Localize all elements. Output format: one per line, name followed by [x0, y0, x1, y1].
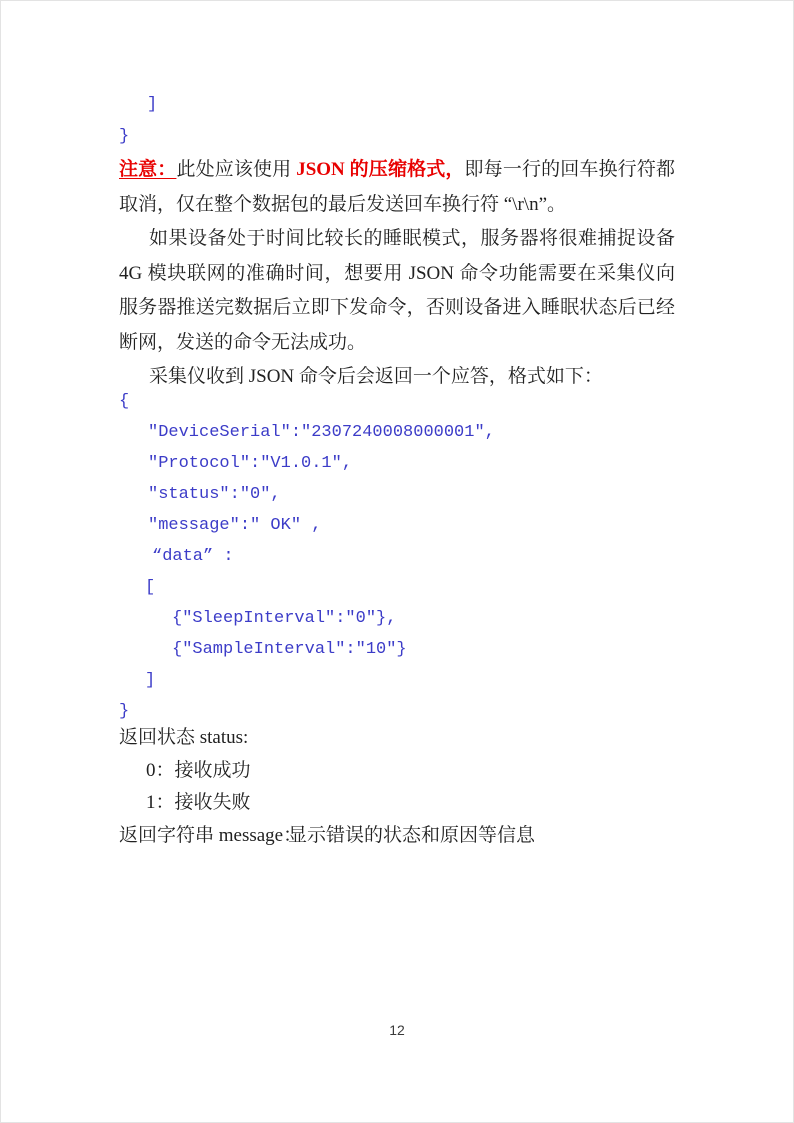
- note-label: 注意：: [119, 159, 177, 180]
- status-heading: 返回状态 status:: [119, 726, 249, 748]
- body-paragraph: 如果设备处于时间比较长的睡眠模式，服务器将很难捕捉设备 4G 模块联网的准确时间，想要用 JSON 命令功能需要在采集仪向服务器推送完数据后立即下发命令，否则设备进入睡眠状态后已经断网，发送的命令无法成功。: [119, 228, 675, 353]
- page-content: [1, 1, 793, 852]
- code-line: "status":"0",: [148, 484, 281, 504]
- code-line: {"SampleInterval":"10"}: [172, 639, 407, 659]
- note-text-after: 即每一行的回车换行符都取消，仅在整个数据包的最后发送回车换行符 “\r\n”。: [119, 159, 675, 215]
- body-paragraph: 采集仪收到 JSON 命令后会返回一个应答，格式如下：: [149, 366, 603, 387]
- code-line: "Protocol":"V1.0.1",: [148, 453, 353, 473]
- page-number: 12: [389, 1022, 405, 1038]
- code-line: {"SleepInterval":"0"},: [172, 608, 397, 628]
- status-item: 0：接收成功: [146, 759, 251, 781]
- code-line: “data” :: [152, 546, 234, 566]
- status-item: 1：接收失败: [146, 792, 251, 813]
- note-text-before: 此处应该使用: [176, 159, 297, 180]
- note-highlight: JSON 的压缩格式，: [296, 159, 465, 180]
- code-line: }: [119, 127, 130, 146]
- code-line: ]: [145, 670, 156, 690]
- response-json-block: [119, 386, 675, 727]
- code-line: "DeviceSerial":"2307240008000001",: [148, 422, 495, 442]
- code-line: [: [145, 577, 156, 597]
- note-paragraph: [119, 153, 675, 222]
- code-line: ]: [147, 95, 158, 114]
- code-line: "message":" OK" ,: [148, 515, 322, 535]
- message-label: 返回字符串 message：: [119, 824, 303, 846]
- code-line: }: [119, 701, 130, 721]
- code-line: {: [119, 391, 130, 411]
- message-line: [119, 820, 675, 852]
- message-desc: 显示错误的状态和原因等信息: [288, 824, 536, 846]
